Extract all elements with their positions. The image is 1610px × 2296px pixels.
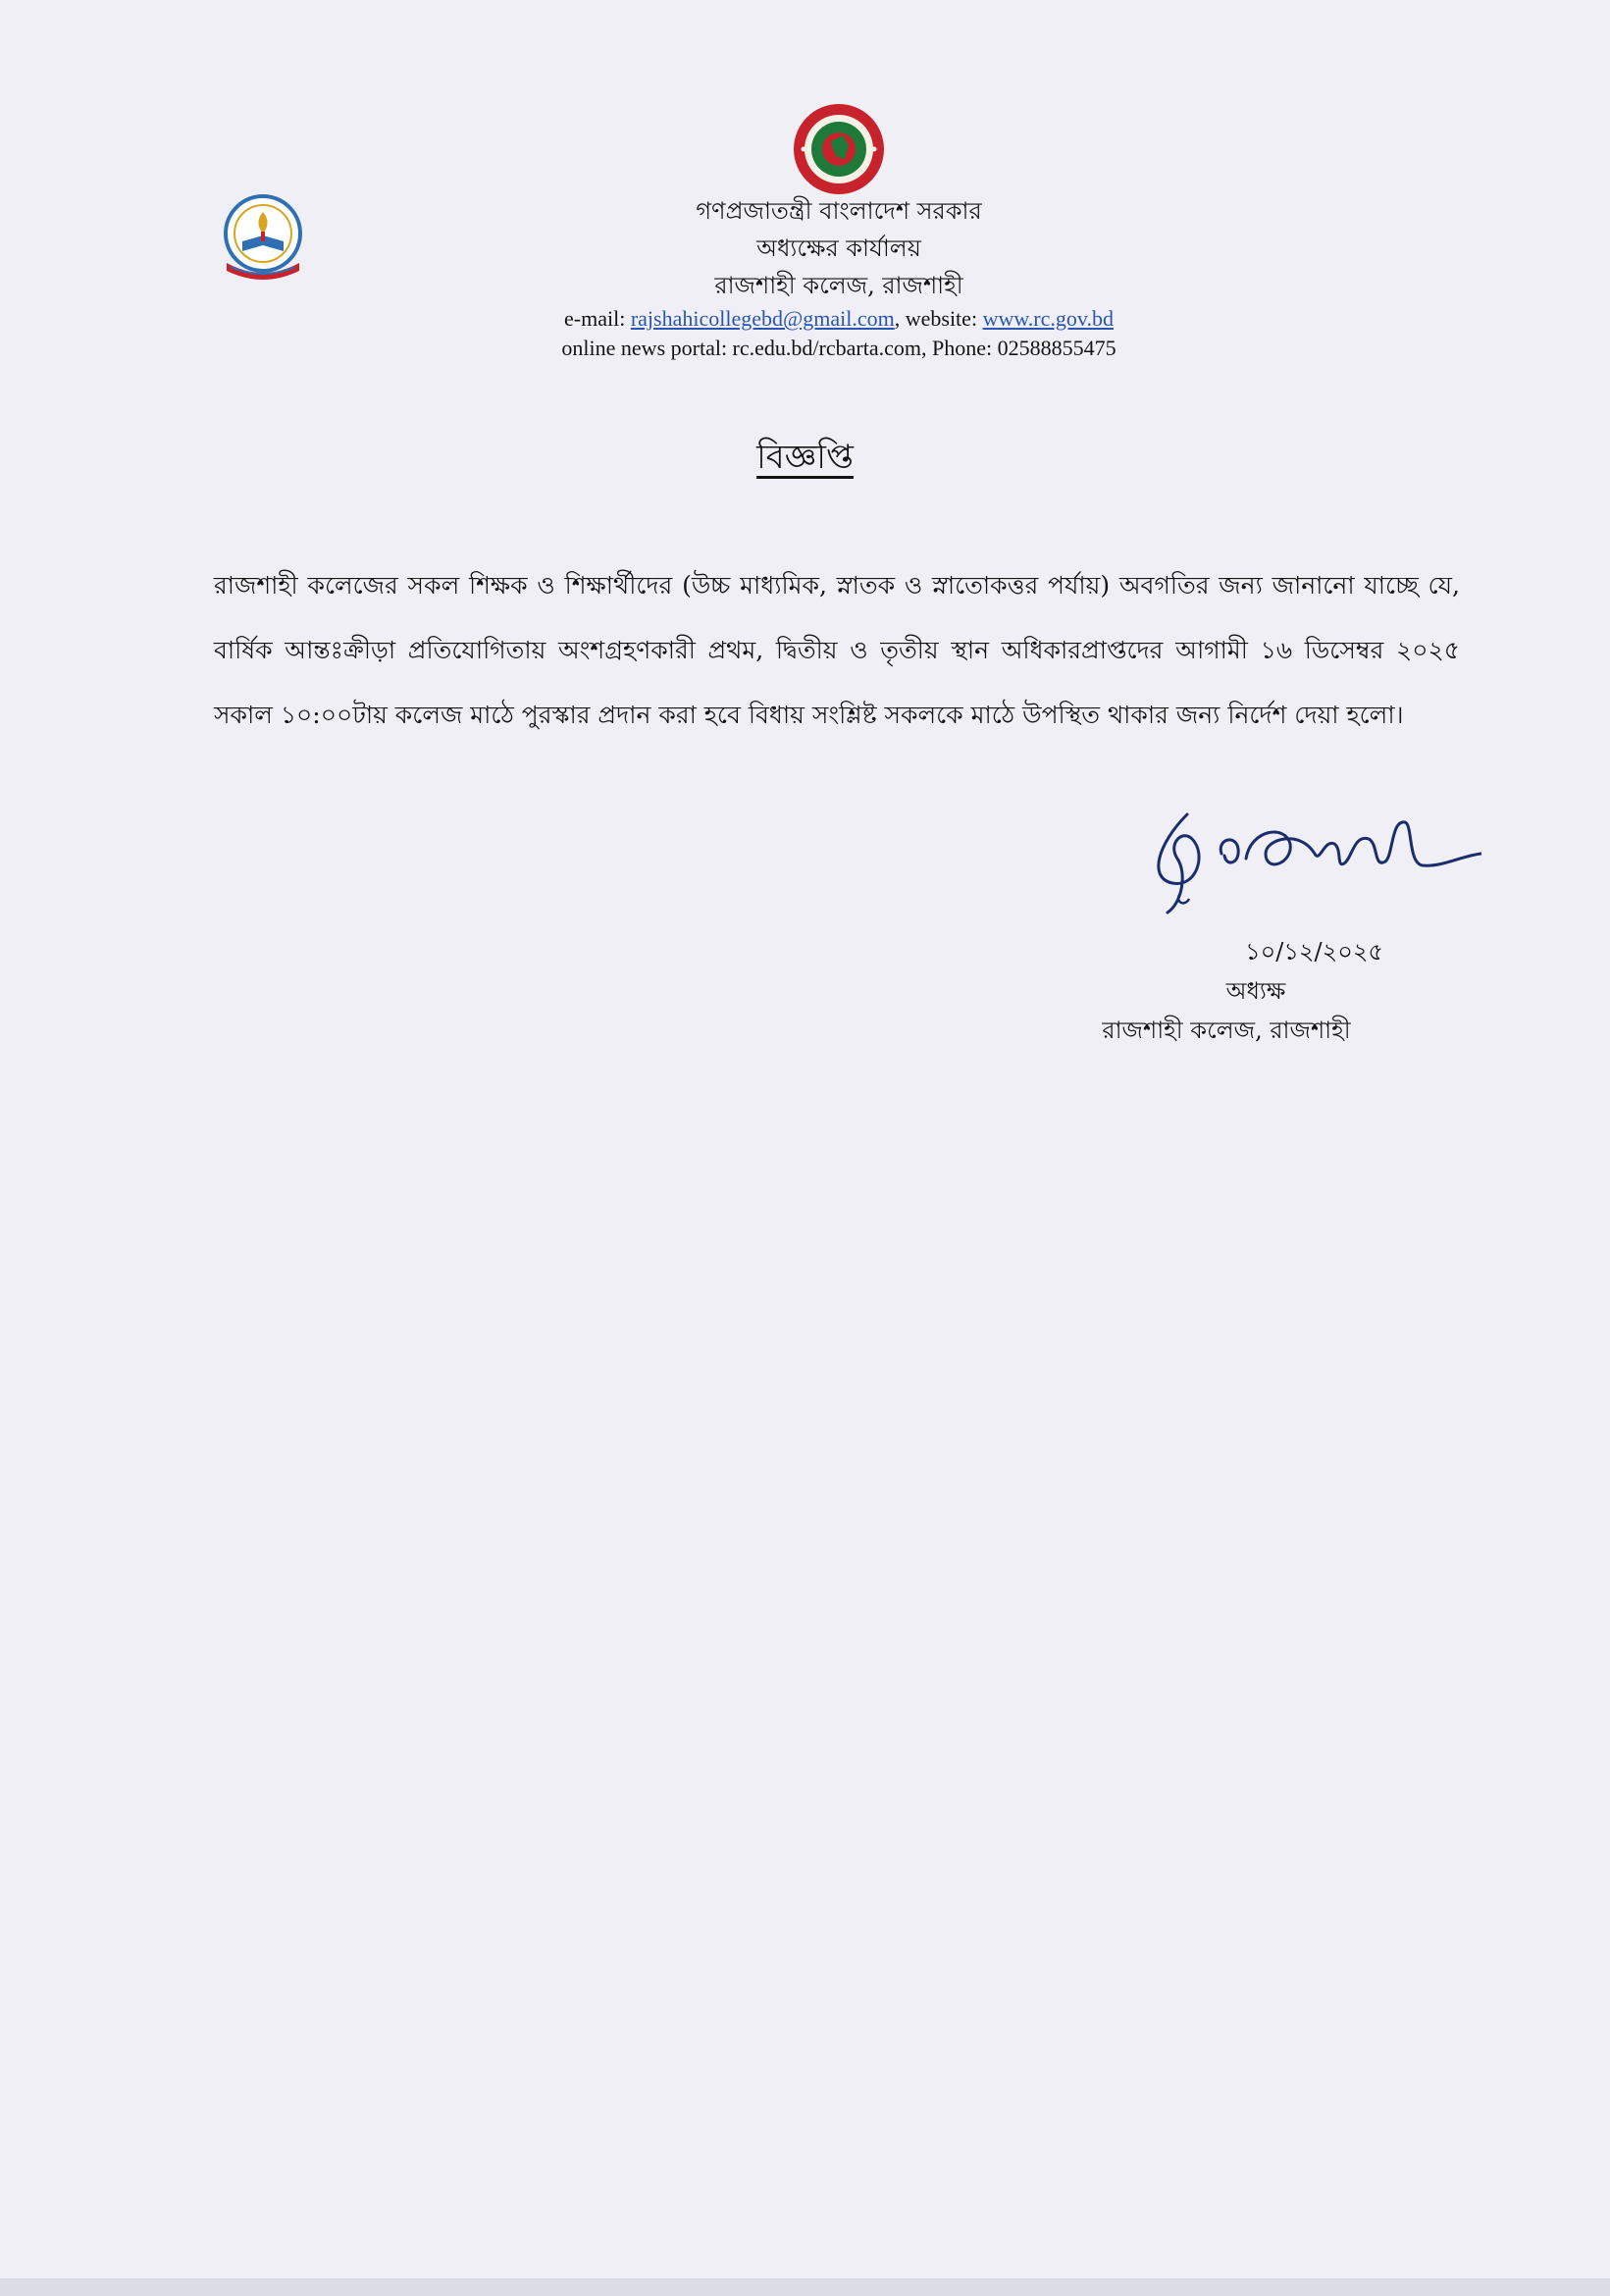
contact-line — [314, 304, 1364, 334]
letterhead — [314, 192, 1364, 363]
portal-line: online news portal: rc.edu.bd/rcbarta.com, Phone: 02588855475 — [561, 336, 1117, 360]
website-link[interactable]: www.rc.gov.bd — [982, 306, 1114, 331]
office-name: অধ্যক্ষের কার্যালয় — [756, 235, 921, 262]
email-link[interactable]: rajshahicollegebd@gmail.com — [630, 306, 895, 331]
signatory-block — [1060, 932, 1393, 1050]
signatory-organization: রাজশাহী কলেজ, রাজশাহী — [1102, 1017, 1351, 1044]
government-name: গণপ্রজাতন্ত্রী বাংলাদেশ সরকার — [696, 197, 982, 225]
signatory-designation: অধ্যক্ষ — [1225, 977, 1286, 1005]
notice-title-text: বিজ্ঞপ্তি — [756, 438, 854, 477]
institution-name: রাজশাহী কলেজ, রাজশাহী — [714, 272, 963, 299]
notice-title — [0, 432, 1610, 488]
notice-body: রাজশাহী কলেজের সকল শিক্ষক ও শিক্ষার্থীদের (উচ্চ মাধ্যমিক, স্নাতক ও স্নাতোকত্তর পর্যায়) অবগতির জন্য জানানো যাচ্ছে যে, বার্ষিক আন্তঃক্রীড়া প্রতিযোগিতায় অংশগ্রহণকারী প্রথম, দ্বিতীয় ও তৃতীয় স্থান অধিকারপ্রাপ্তদের আগামী ১৬ ডিসেম্বর ২০২৫ সকাল ১০:০০টায় কলেজ মাঠে পুরস্কার প্রদান করা হবে বিধায় সংশ্লিষ্ট সকলকে মাঠে উপস্থিত থাকার জন্য নির্দেশ দেয়া হলো। — [214, 571, 1460, 729]
signature-icon — [1128, 785, 1481, 932]
government-seal-icon — [792, 102, 886, 196]
email-label: e-mail: — [564, 306, 631, 331]
college-logo-icon — [221, 192, 305, 287]
signature-date: ১০/১২/২০২৫ — [1245, 938, 1383, 965]
website-label: , website: — [894, 306, 983, 331]
page-bottom-edge — [0, 2278, 1610, 2296]
